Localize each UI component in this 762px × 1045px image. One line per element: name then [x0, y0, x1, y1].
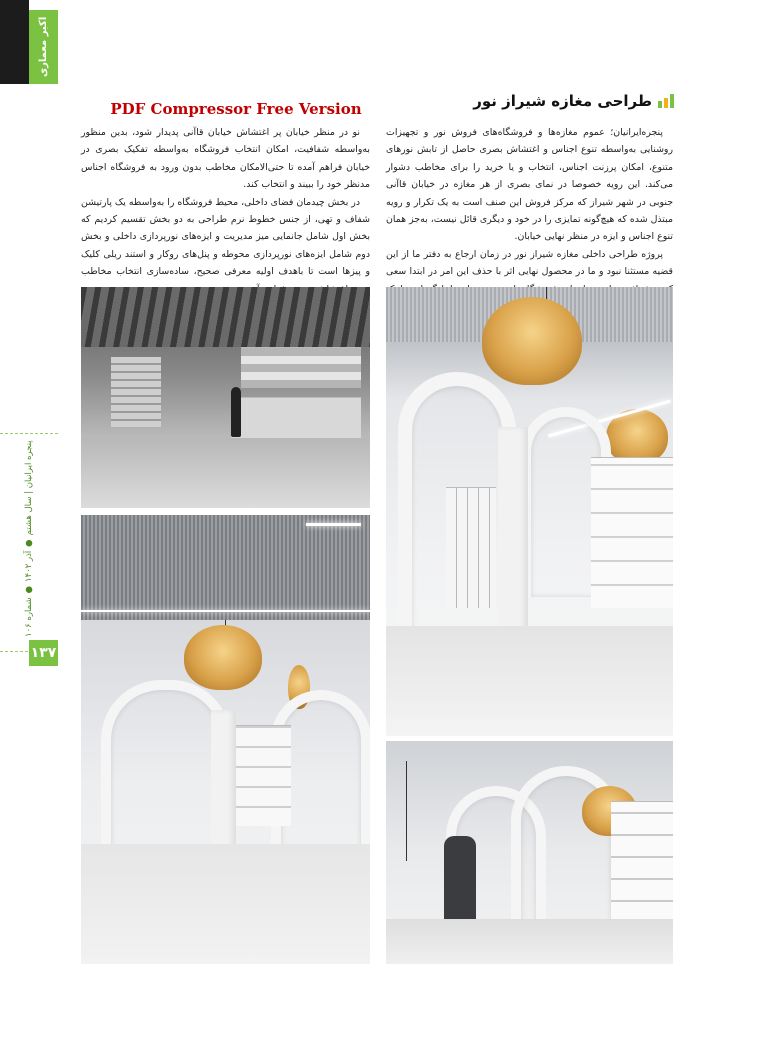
- photo-interior-arches: [81, 515, 370, 964]
- title-bars-icon: [658, 94, 674, 108]
- page-number: ۱۳۷: [29, 640, 58, 666]
- text-column-left: [81, 124, 370, 298]
- section-tab-label: اکبر معماری: [29, 10, 58, 84]
- paragraph: در بخش چیدمان فضای داخلی، محیط فروشگاه را به‌واسطه یک پارتیشن شفاف و تهی، از جنس خطوط نرم طراحی به دو بخش تقسیم کردیم که بخش اول شامل جانمایی میز مدیریت و ایزه‌های نورپردازی داخلی و بخش دوم شامل ایزه‌های نورپردازی محوطه و پنل‌های روکار و استند ریلی کلیک و پیزها است تا باهدف اولیه معرفی صحیح، ساده‌سازی انتخاب مخاطب: [81, 196, 370, 278]
- photo-before-renovation: [81, 287, 370, 508]
- sidebar-divider-top: [0, 433, 58, 435]
- section-tab: [0, 0, 58, 84]
- photo-arch-entrance: [386, 287, 673, 736]
- paragraph: پنجره‌ایرانیان؛ عموم مغازه‌ها و فروشگاه‌های فروش نور و تجهیزات روشنایی به‌واسطه تنوع اجناس و اغتشاش بصری حاصل از تابش نورهای متنوع، امکان پرزنت اجناس، انتخاب و یا خرید را برای مخاطب دشوار می‌کند. این رویه خصوصا در نمای بصری از هر مغازه در خیابان قاآنی جنوبی در شهر شیراز که مرکز فروش این صنف است به یک تکرار و رویه مبتذل شده که هیچ‌گونه تمایزی را در خود و دیگری قائل نیست، به‌جز همان تنوع اجناس و ایزه در منظر نهایی خیابان.: [386, 127, 673, 243]
- article-title-text: طراحی مغازه شیراز نور: [473, 92, 652, 110]
- paragraph: نو در منظر خیابان پر اغتشاش خیابان قاآنی پدیدار شود، بدین منظور به‌واسطه شفافیت، امکان انتخاب فروشگاه به‌واسطه تفکیک بصری در خیابان فراهم آمده تا حتی‌الامکان مخاطب بدون ورود به فروشگاه اجناس مدنظر خود را ببیند و انتخاب کند.: [81, 127, 370, 191]
- article-title: [473, 92, 674, 110]
- watermark: PDF Compressor Free Version: [110, 100, 362, 118]
- section-tab-dark-bar: [0, 0, 29, 84]
- paragraph: پروژه طراحی داخلی مغازه شیراز نور در زمان ارجاع به دفتر ما از این قضیه مستثنا نبود و ما در محصول نهایی اثر با حذف این امر در ابتدا سعی: [386, 248, 673, 278]
- photo-interior-person: [386, 741, 673, 964]
- sidebar-issue-info: پنجره ایرانیان | سال هشتم ● آذر ۱۴۰۲ ● شماره ۱۰۶: [24, 440, 34, 637]
